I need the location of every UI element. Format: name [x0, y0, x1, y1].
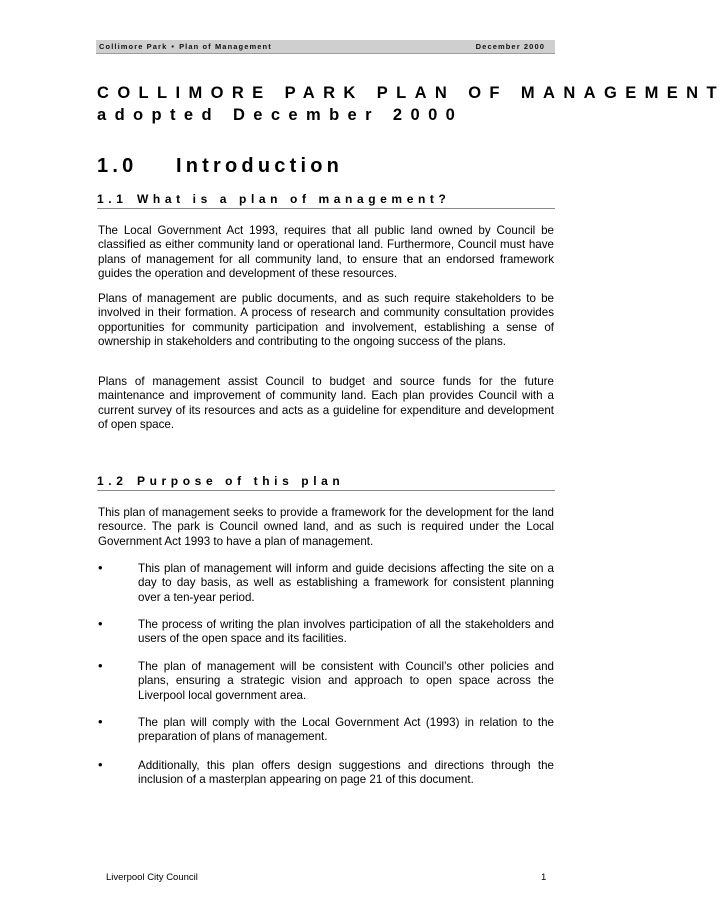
bullet-marker: • [98, 560, 103, 575]
header-title: Collimore Park [99, 42, 168, 51]
paragraph: This plan of management seeks to provide a framework for the development for the land resource. The park is Council owned land, and as such is required under the Local Government Act 1993 to have a plan of management. [98, 506, 554, 548]
header-date: December 2000 [475, 42, 545, 51]
running-header [96, 40, 555, 54]
bullet-marker: • [98, 658, 103, 673]
bullet-text: The plan will comply with the Local Government Act (1993) in relation to the preparation of plans of management. [138, 716, 554, 744]
bullet-marker: • [98, 757, 103, 772]
document-title-line2: adopted December 2000 [97, 106, 464, 124]
bullet-marker: • [98, 714, 103, 729]
paragraph: The Local Government Act 1993, requires that all public land owned by Council be classified as either community land or operational land. Furthermore, Council must have plans of management for all community land, to ensure that an endorsed framework guides the operation and development of these resources. [98, 224, 554, 280]
subsection-title: Purpose of this plan [137, 474, 345, 488]
subsection-heading [97, 191, 555, 209]
footer-organization: Liverpool City Council [106, 872, 198, 883]
subsection-number: 1.1 [97, 192, 128, 206]
section-title: Introduction [176, 155, 344, 177]
page-number: 1 [541, 872, 547, 883]
section-heading [97, 154, 343, 178]
paragraph: Plans of management assist Council to budget and source funds for the future maintenance and improvement of community land. Each plan provides Council with a current survey of its resources and acts as a guideline for expenditure and development of open space. [98, 375, 554, 431]
paragraph: Plans of management are public documents, and as such require stakeholders to be involved in their formation. A process of research and community consultation provides opportunities for community participation and involvement, establishing a sense of ownership in stakeholders and contributing to the ongoing success of the plans. [98, 292, 554, 348]
bullet-text: The process of writing the plan involves participation of all the stakeholders and users of the open space and its facilities. [138, 618, 554, 646]
subsection-title: What is a plan of management? [137, 192, 451, 206]
subsection-number: 1.2 [97, 474, 128, 488]
bullet-text: This plan of management will inform and guide decisions affecting the site on a day to day basis, as well as establishing a framework for consistent planning over a ten-year period. [138, 562, 554, 604]
subsection-heading [97, 473, 555, 491]
bullet-marker: • [98, 616, 103, 631]
section-number: 1.0 [97, 155, 138, 177]
document-title-line1: COLLIMORE PARK PLAN OF MANAGEMENT [97, 84, 725, 102]
document-title [97, 82, 725, 126]
bullet-text: Additionally, this plan offers design suggestions and directions through the inclusion of a masterplan appearing on page 21 of this document. [138, 759, 554, 787]
bullet-text: The plan of management will be consistent with Council’s other policies and plans, ensuring a strategic vision and approach to open space across the Liverpool local government area. [138, 660, 554, 702]
header-separator: • [171, 42, 176, 51]
header-left [99, 40, 272, 53]
header-subtitle: Plan of Management [179, 42, 272, 51]
